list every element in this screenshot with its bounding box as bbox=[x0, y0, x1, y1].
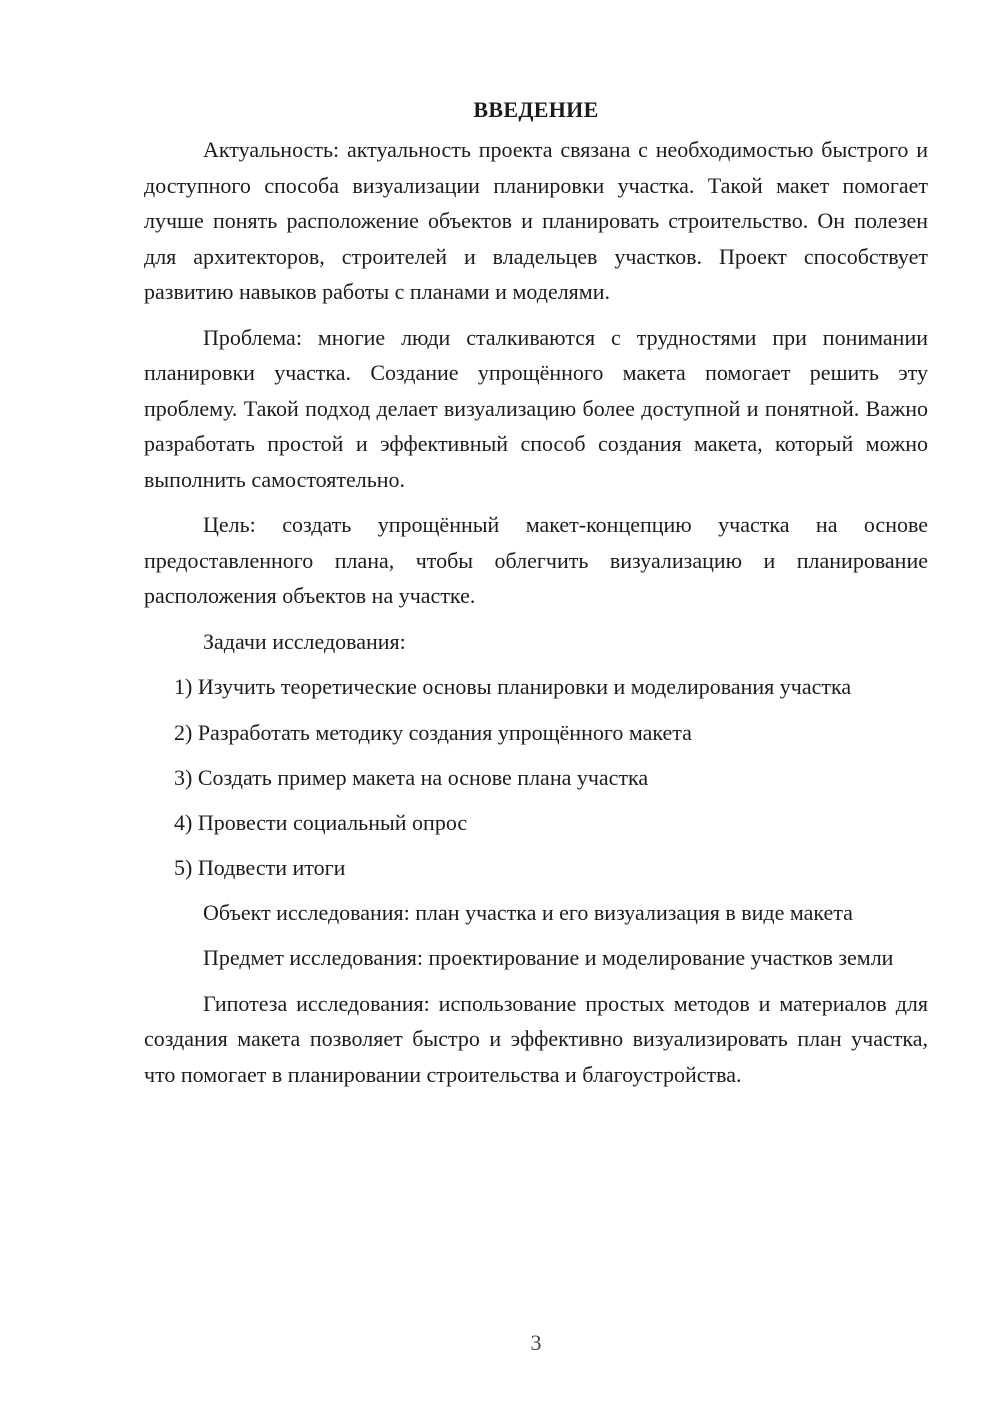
paragraph-object: Объект исследования: план участка и его визуализация в виде макета bbox=[203, 899, 853, 925]
task-item-1: 1) Изучить теоретические основы планировки и моделирования участка bbox=[174, 674, 852, 699]
page-number: 3 bbox=[530, 1330, 542, 1355]
paragraph-goal: Цель: создать упрощённый макет-концепцию участка на основе предоставленного плана, чтобы облегчить визуализацию и планирование расположения объектов на участке. bbox=[144, 512, 928, 608]
paragraph-problem: Проблема: многие люди сталкиваются с трудностями при понимании планировки участка. Создание упрощённого макета помогает решить эту проблему. Такой подход делает визуализацию более доступной и понятной. Важно разработать простой и эффективный способ создания макета, который можно выполнить самостоятельно. bbox=[144, 324, 928, 492]
paragraph-hypothesis: Гипотеза исследования: использование простых методов и материалов для создания макета позволяет быстро и эффективно визуализировать план участка, что помогает в планировании строительства и благоустройства. bbox=[144, 990, 928, 1087]
task-item-2: 2) Разработать методику создания упрощённого макета bbox=[174, 719, 692, 745]
paragraph-relevance: Актуальность: актуальность проекта связана с необходимостью быстрого и доступного способа визуализации планировки участка. Такой макет помогает лучше понять расположение объектов и планировать строительство. Он полезен для архитекторов, строителей и владельцев участков. Проект способствует развитию навыков работы с планами и моделями. bbox=[144, 137, 928, 304]
tasks-heading: Задачи исследования: bbox=[203, 628, 406, 654]
document-page bbox=[144, 92, 928, 1102]
task-item-3: 3) Создать пример макета на основе плана участка bbox=[174, 764, 649, 790]
task-item-4: 4) Провести социальный опрос bbox=[174, 809, 468, 835]
section-title: ВВЕДЕНИЕ bbox=[473, 97, 599, 122]
task-item-5: 5) Подвести итоги bbox=[174, 854, 346, 880]
paragraph-subject: Предмет исследования: проектирование и моделирование участков земли bbox=[203, 945, 894, 970]
